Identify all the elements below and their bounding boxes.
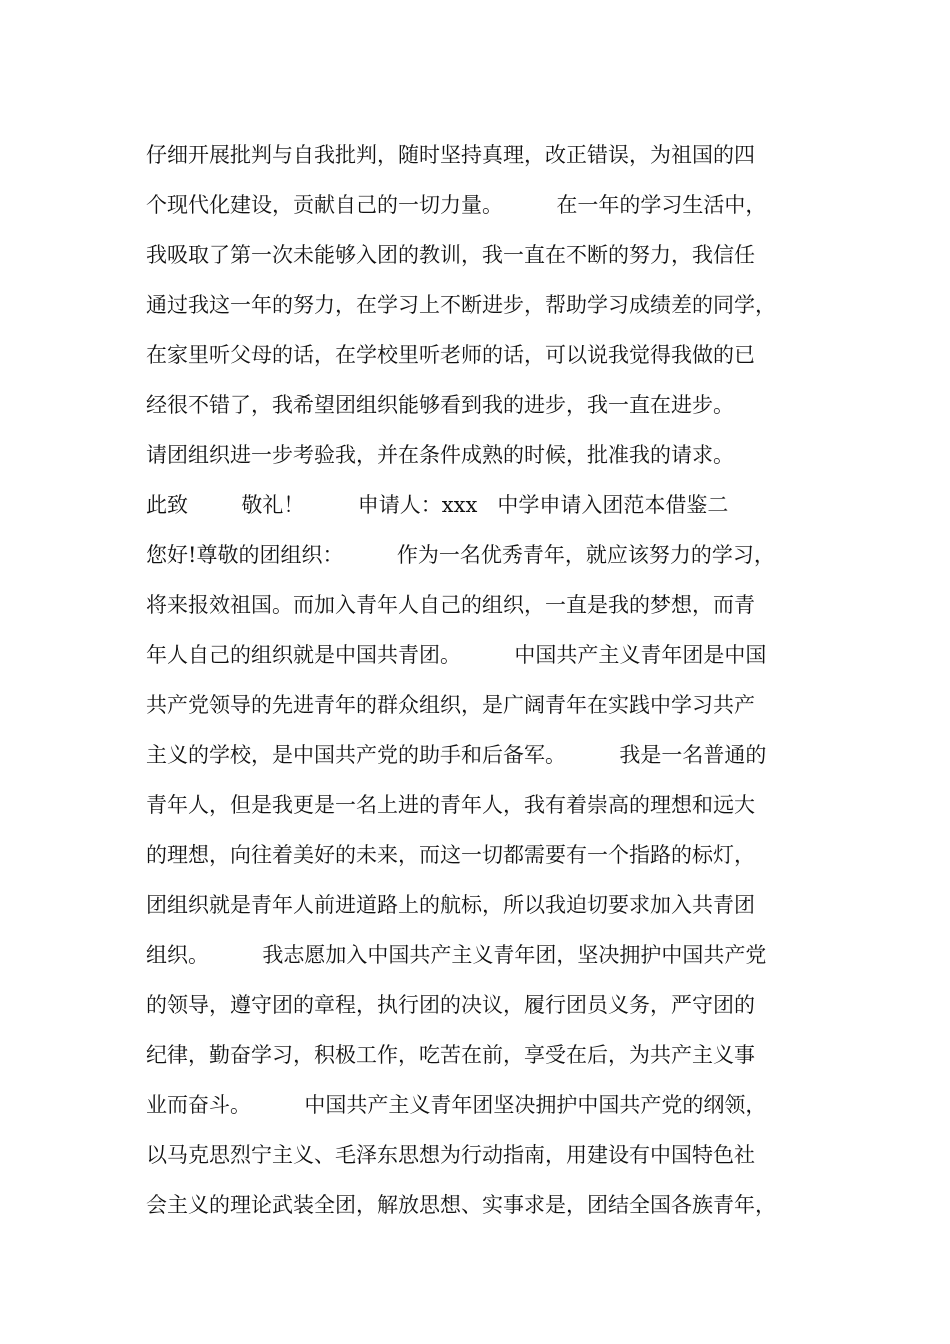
text-line: 青年人，但是我更是一名上进的青年人，我有着崇高的理想和远大 <box>146 793 755 817</box>
text-line: 将来报效祖国。而加入青年人自己的组织，一直是我的梦想，而青 <box>146 593 755 617</box>
text-line: 个现代化建设，贡献自己的一切力量。 在一年的学习生活中， <box>146 193 767 217</box>
text-line: 仔细开展批判与自我批判，随时坚持真理，改正错误，为祖国的四 <box>146 143 755 167</box>
text-line: 会主义的理论武装全团，解放思想、实事求是，团结全国各族青年， <box>146 1193 776 1217</box>
text-line: 的领导，遵守团的章程，执行团的决议，履行团员义务，严守团的 <box>146 993 755 1017</box>
text-line: 业而奋斗。 中国共产主义青年团坚决拥护中国共产党的纲领， <box>146 1093 767 1117</box>
text-line: 我吸取了第一次未能够入团的教训，我一直在不断的努力，我信任 <box>146 243 755 267</box>
text-line: 纪律，勤奋学习，积极工作，吃苦在前，享受在后，为共产主义事 <box>146 1043 755 1067</box>
text-line: 团组织就是青年人前进道路上的航标，所以我迫切要求加入共青团 <box>146 893 755 917</box>
text-line: 的理想，向往着美好的未来，而这一切都需要有一个指路的标灯， <box>146 843 755 867</box>
text-line: 组织。 我志愿加入中国共产主义青年团，坚决拥护中国共产党 <box>146 943 767 967</box>
text-line: 您好!尊敬的团组织： 作为一名优秀青年，就应该努力的学习， <box>146 543 775 567</box>
text-line: 请团组织进一步考验我，并在条件成熟的时候，批准我的请求。 <box>146 443 734 467</box>
text-line: 此致 敬礼！ 申请人：xxx 中学申请入团范本借鉴二 <box>146 493 729 517</box>
text-line: 在家里听父母的话，在学校里听老师的话，可以说我觉得我做的已 <box>146 343 755 367</box>
text-line: 经很不错了，我希望团组织能够看到我的进步，我一直在进步。 <box>146 393 734 417</box>
text-line: 通过我这一年的努力，在学习上不断进步，帮助学习成绩差的同学， <box>146 293 776 317</box>
document-body <box>146 130 836 1230</box>
text-line: 主义的学校，是中国共产党的助手和后备军。 我是一名普通的 <box>146 743 767 767</box>
text-line: 以马克思烈宁主义、毛泽东思想为行动指南，用建设有中国特色社 <box>146 1143 755 1167</box>
text-line: 年人自己的组织就是中国共青团。 中国共产主义青年团是中国 <box>146 643 767 667</box>
text-line: 共产党领导的先进青年的群众组织，是广阔青年在实践中学习共产 <box>146 693 755 717</box>
